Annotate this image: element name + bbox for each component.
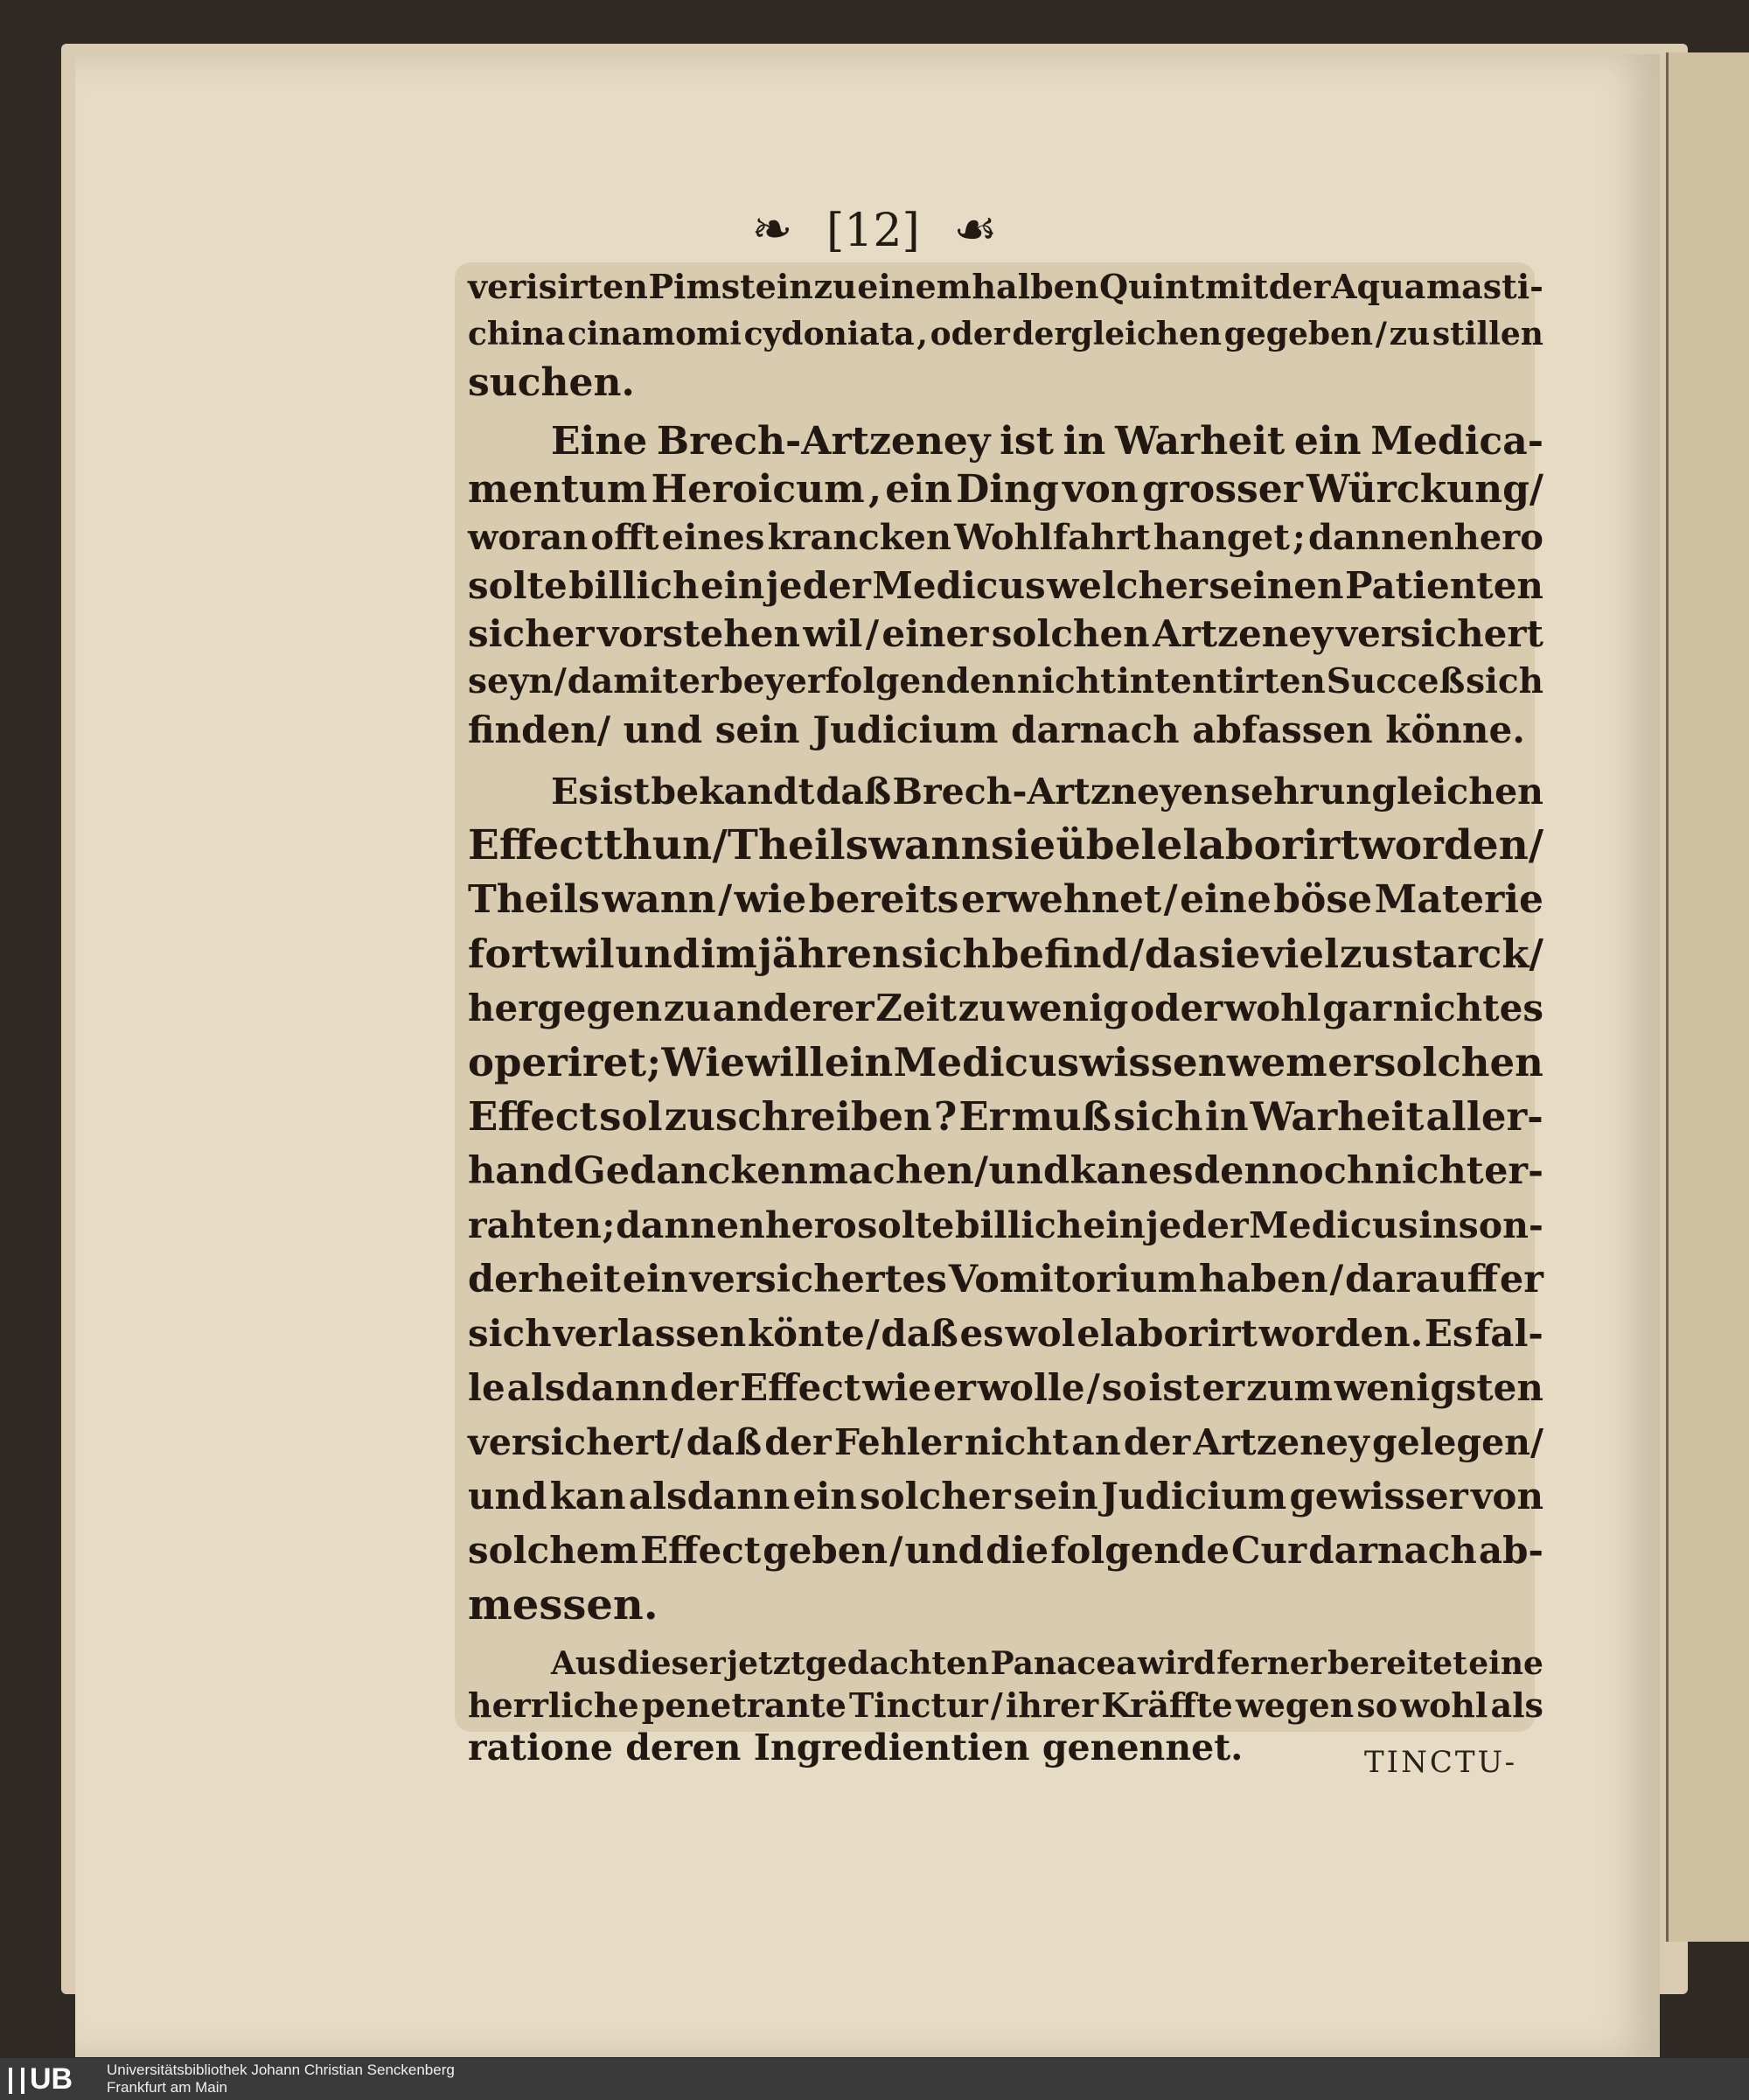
text-line: finden/ und sein Judicium darnach abfassen könne.: [468, 708, 1525, 751]
text-line: Effect thun / Theils wann sie übel elaborirt worden/: [468, 821, 1543, 869]
text-line: woran offt eines krancken Wohlfahrt hanget ; dannenhero: [468, 517, 1543, 558]
text-line: und kan alsdann ein solcher sein Judicium gewisser von: [468, 1475, 1543, 1517]
logo-text: UB: [30, 2062, 73, 2096]
text-line: hand Gedancken machen / und kan es dennoch nicht er-: [468, 1149, 1543, 1193]
logo-lines-icon: [9, 2068, 24, 2094]
footer-bar: [0, 2058, 1749, 2100]
text-line: fort wil und im jähren sich befind / da sie viel zu starck/: [468, 931, 1543, 977]
text-line: le alsdann der Effect wie er wolle / so ist er zum wenigsten: [468, 1366, 1543, 1409]
text-line: operiret ; Wie will ein Medicus wissen wem er solchen: [468, 1039, 1543, 1085]
library-city: Frankfurt am Main: [107, 2079, 227, 2096]
fleuron-left-icon: ❧: [751, 201, 793, 258]
text-line: seyn / damit er bey erfolgenden nicht intentirten Succeß sich: [468, 661, 1543, 701]
library-logo: [9, 2062, 92, 2097]
text-line: solchem Effect geben / und die folgende Cur darnach ab-: [468, 1529, 1543, 1572]
text-line: Effect sol zuschreiben ? Er muß sich in Warheit aller-: [468, 1093, 1543, 1140]
text-line: versichert/ daß der Fehler nicht an der Artzeney gelegen/: [468, 1421, 1543, 1463]
facing-page-edge: [1666, 52, 1749, 1942]
text-line: suchen.: [468, 360, 635, 405]
text-line: mentum Heroicum , ein Ding von grosser Würckung/: [468, 467, 1543, 512]
page-header: [0, 201, 1749, 258]
paragraph-3: [468, 764, 1543, 1632]
text-line: rahten ; dannenhero solte billich ein jeder Medicus inson-: [468, 1204, 1543, 1246]
text-line: Eine Brech-Artzeney ist in Warheit ein Medica-: [551, 419, 1543, 464]
text-line: herrliche penetrante Tinctur / ihrer Kräffte wegen so wohl als: [468, 1685, 1543, 1725]
paragraph-1: [468, 262, 1543, 407]
text-line: china cinamomi cydoniata , oder dergleichen gegeben / zu stillen: [468, 316, 1543, 352]
fleuron-right-icon: ☙: [953, 201, 998, 258]
text-line: messen.: [468, 1580, 658, 1629]
library-name: Universitätsbibliothek Johann Christian Senckenberg: [107, 2062, 455, 2078]
body-text: [468, 262, 1543, 1769]
text-line: Theils wann / wie bereits erwehnet / eine böse Materie: [468, 877, 1543, 922]
text-line: hergegen zu anderer Zeit zu wenig oder wohl gar nichtes: [468, 987, 1543, 1029]
text-line: verisirten Pimstein zu einem halben Quint mit der Aqua masti-: [468, 267, 1543, 306]
page-number: [12]: [826, 205, 920, 257]
text-line: sicher vorstehen wil / einer solchen Artzeney versichert: [468, 612, 1543, 655]
catchword: TINCTU-: [1364, 1745, 1518, 1780]
text-line: Es ist bekandt daß Brech-Artzneyen sehr ungleichen: [551, 771, 1543, 813]
library-credit: [107, 2062, 455, 2097]
paragraph-2: [468, 417, 1543, 754]
text-line: derheit ein versichertes Vomitorium haben / darauff er: [468, 1258, 1543, 1301]
text-line: solte billich ein jeder Medicus welcher seinen Patienten: [468, 564, 1543, 607]
text-line: ratione deren Ingredientien genennet.: [468, 1727, 1244, 1769]
text-line: sich verlassen könte / daß es wol elaborirt worden. Es fal-: [468, 1312, 1543, 1355]
text-line: Aus dieser jetztgedachten Panacea wird ferner bereitet eine: [551, 1645, 1543, 1682]
